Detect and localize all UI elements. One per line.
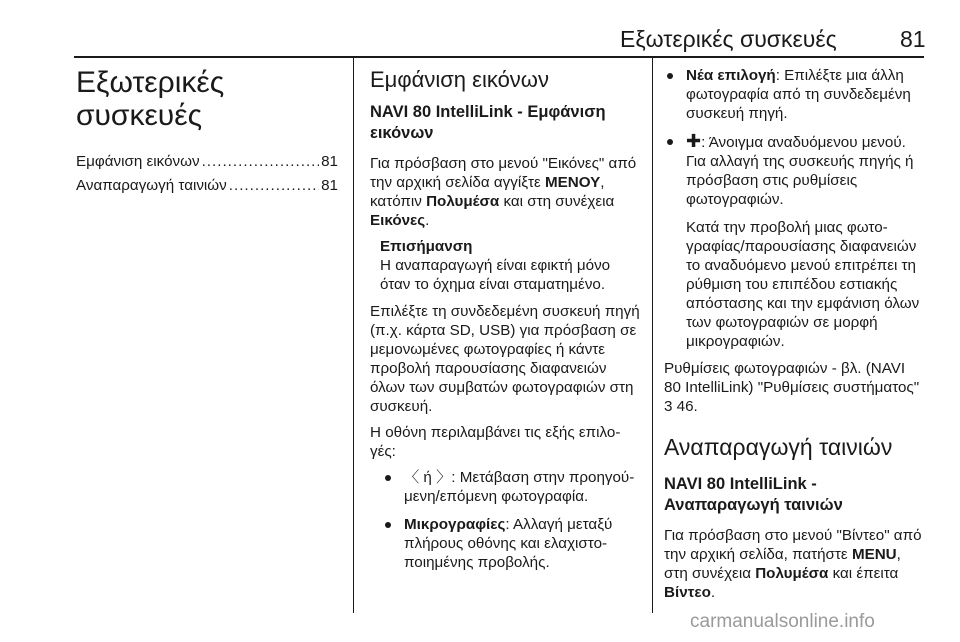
bullet-dot xyxy=(667,139,673,145)
column-middle xyxy=(370,60,640,581)
chapter-title: Εξωτερικές συσκευές xyxy=(76,66,225,132)
bullet-new-selection: Νέα επιλογή: Επιλέξτε μια άλλη φωτογραφία από τη συνδεδεμένη συσκευή πηγή. xyxy=(664,66,926,123)
column-divider-1 xyxy=(353,58,354,613)
paragraph-options-intro: Η οθόνη περιλαμβάνει τις εξής επιλογές: xyxy=(370,424,621,460)
header-rule xyxy=(74,56,924,58)
paragraph-access-video: Για πρόσβαση στο μενού "Βίντεο" από την αρχική σελίδα, πατήστε MENU, στη συνέχεια Πολυμέσα και έπειτα Βίντεο. xyxy=(664,527,922,601)
column-right xyxy=(664,60,926,609)
watermark: carmanualsonline.info xyxy=(690,611,875,632)
bullet-dot xyxy=(385,475,391,481)
plus-icon: ✚ xyxy=(686,131,702,151)
section-title-movies: Αναπαραγωγή ταινιών xyxy=(664,434,893,460)
bullet-dot xyxy=(667,73,673,79)
bullet-popup-menu: ✚: Άνοιγμα αναδυόμενου μενού. Για αλλαγή της συσκευής πηγής ή πρόσβαση στις ρυθμίσεις φωτογραφιών. xyxy=(664,132,926,209)
toc-entry-images[interactable]: Εμφάνιση εικόνων ..... 81 xyxy=(76,152,338,171)
toc-entry-movies[interactable]: Αναπαραγωγή ταινιών ..... 81 xyxy=(76,176,338,195)
paragraph-popup-details: Κατά την προβολή μιας φωτογραφίας/παρουσίασης διαφανειών το αναδυόμενο μενού επιτρέπει τη ρύθμιση του επιπέδου εστιακής απόστασης και την εμφάνιση όλων των φωτογραφιών σε μορφή μικρογραφιών. xyxy=(686,219,920,350)
section-title-images: Εμφάνιση εικόνων xyxy=(370,67,549,92)
paragraph-photo-settings: Ρυθμίσεις φωτογραφιών - βλ. (NAVI 80 IntelliLink) "Ρυθμίσεις συστήματος" 3 46. xyxy=(664,360,920,415)
column-divider-2 xyxy=(652,58,653,613)
running-header-title: Εξωτερικές συσκευές xyxy=(620,26,837,52)
subhead-movies: NAVI 80 IntelliLink - Αναπαραγωγή ταινιών xyxy=(664,475,843,514)
note-box: Επισήμανση Η αναπαραγωγή είναι εφικτή μόνο όταν το όχημα είναι σταματημένο. xyxy=(380,238,611,293)
bullet-prev-next: 〈 ή 〉: Μετάβαση στην προηγούμενη/επόμενη φωτογραφία. xyxy=(382,468,640,506)
page-number: 81 xyxy=(900,26,926,52)
paragraph-access-images: Για πρόσβαση στο μενού "Εικόνες" από την αρχική σελίδα αγγίξτε ΜΕΝΟΥ, κατόπιν Πολυμέσα και στη συνέχεια Εικόνες. xyxy=(370,155,637,229)
bullet-thumbnails: Μικρογραφίες: Αλλαγή μεταξύ πλήρους οθόνης και ελαχιστοποιημένης προβολής. xyxy=(382,515,640,572)
subhead-images: NAVI 80 IntelliLink - Εμφάνιση εικόνων xyxy=(370,103,606,142)
bullet-dot xyxy=(385,522,391,528)
column-left xyxy=(76,60,338,200)
paragraph-select-source: Επιλέξτε τη συνδεδεμένη συσκευή πηγή (π.χ. κάρτα SD, USB) για πρόσβαση σε μεμονωμένες φωτογραφίες ή κάντε προβολή παρουσίασης διαφανειών όλων των συμβατών φωτογραφιών στη συσκευή. xyxy=(370,303,640,415)
